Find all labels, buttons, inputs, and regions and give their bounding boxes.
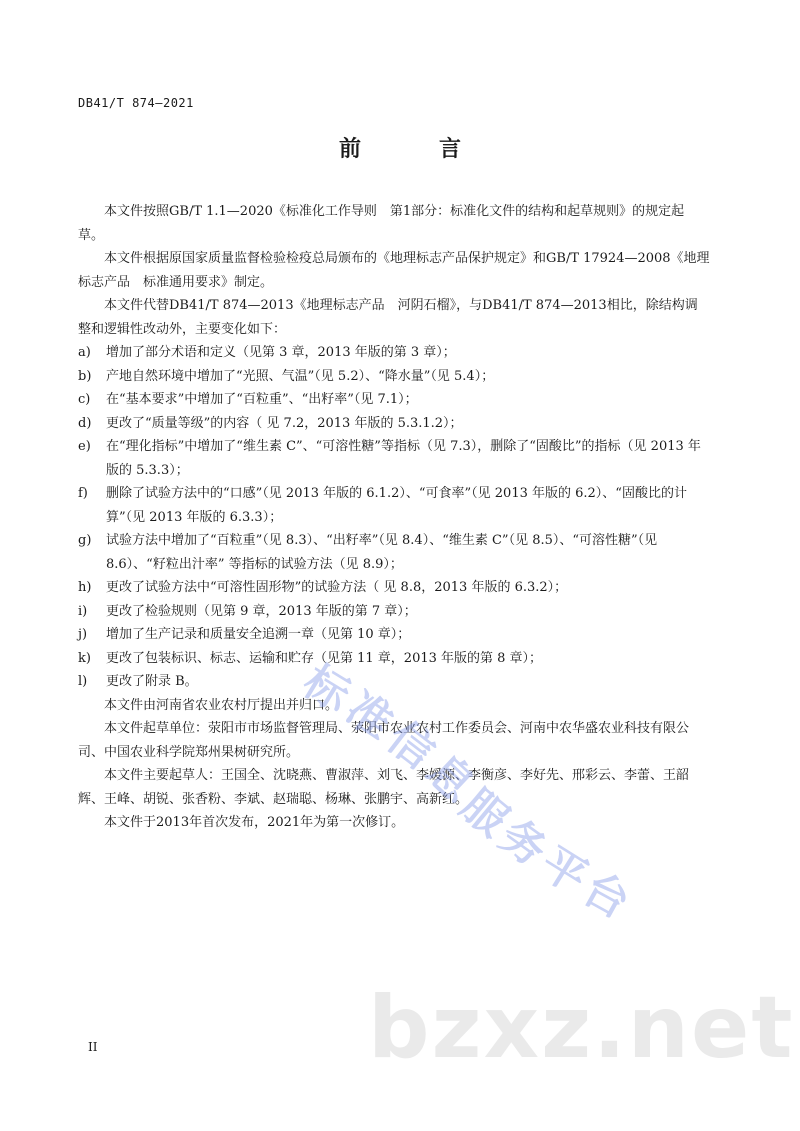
list-item [78,435,710,482]
list-item-label: b) [78,368,92,384]
list-item-label: k) [78,650,91,666]
paragraph-basis: 本文件根据原国家质量监督检验检疫总局颁布的《地理标志产品保护规定》和GB/T 17924—2008《地理标志产品 标准通用要求》制定。 [78,251,710,290]
list-item-text: 更改了附录 B。 [106,674,198,689]
list-item-text: 在“基本要求”中增加了“百粒重”、“出籽率”（见 7.1）； [106,392,418,407]
list-item-label: l) [78,674,88,689]
list-item-label: d) [78,415,92,431]
list-item [78,365,710,389]
standard-number: DB41/T 874—2021 [78,96,194,110]
list-item-text: 增加了部分术语和定义（见第 3 章，2013 年版的第 3 章）； [106,345,456,360]
list-item-label: h) [78,580,92,595]
list-item [78,600,710,624]
watermark-text: 标准信息服务平台 [294,655,644,932]
list-item [78,576,710,600]
list-item-text: 增加了生产记录和质量安全追溯一章（见第 10 章）； [106,627,411,642]
list-item-text: 产地自然环境中增加了“光照、气温”（见 5.2）、“降水量”（见 5.4）； [106,368,495,384]
changes-list [78,341,710,694]
list-item-text: 更改了“质量等级”的内容（ 见 7.2，2013 年版的 5.3.1.2）； [106,415,463,431]
list-item-text: 更改了检验规则（见第 9 章，2013 年版的第 7 章）； [106,603,417,619]
list-item-label: j) [78,627,88,642]
list-item [78,341,710,365]
list-item [78,623,710,647]
list-item-label: e) [78,439,91,454]
paragraph-drafting-rules: 本文件按照GB/T 1.1—2020《标准化工作导则 第1部分：标准化文件的结构和起草规则》的规定起草。 [78,204,685,243]
list-item-text: 更改了试验方法中“可溶性固形物”的试验方法（ 见 8.8，2013 年版的 6.3.2）； [106,580,568,595]
list-item-label: f) [78,486,88,501]
watermark-site: bzxz.net [368,978,795,1078]
list-item [78,482,710,529]
list-item-text: 更改了包装标识、标志、运输和贮存（见第 11 章，2013 年版的第 8 章）； [106,650,543,666]
list-item-label: i) [78,603,88,619]
list-item-label: g) [78,533,92,548]
page-number: II [88,1040,98,1054]
list-item [78,388,710,412]
list-item-label: c) [78,392,91,407]
paragraph-replacement: 本文件代替DB41/T 874—2013《地理标志产品 河阴石榴》，与DB41/T 874—2013相比，除结构调整和逻辑性改动外，主要变化如下： [78,298,698,337]
paragraph-drafters: 本文件主要起草人：王国全、沈晓燕、曹淑萍、刘飞、李媛源、李衡彦、李好先、邢彩云、李蕾、王韶辉、王峰、胡锐、张香粉、李斌、赵瑞聪、杨琳、张鹏宇、高新红。 [78,768,690,807]
foreword-body [78,200,710,835]
paragraph-drafting-units: 本文件起草单位：荥阳市市场监督管理局、荥阳市农业农村工作委员会、河南中农华盛农业科技有限公司、中国农业科学院郑州果树研究所。 [78,721,690,760]
list-item [78,529,710,576]
page-title: 前 言 [338,137,489,162]
list-item-text: 删除了试验方法中的“口感”（见 2013 年版的 6.1.2）、“可食率”（见 2013 年版的 6.2）、“固酸比的计算”（见 2013 年版的 6.3.3）； [106,486,687,525]
list-item-text: 试验方法中增加了“百粒重”（见 8.3）、“出籽率”（见 8.4）、“维生素 C”（见 8.5）、“可溶性糖”（见 8.6）、“籽粒出汁率” 等指标的试验方法（见 8.9）； [106,533,658,572]
paragraph-history: 本文件于2013年首次发布，2021年为第一次修订。 [104,815,405,830]
list-item [78,412,710,436]
list-item-label: a) [78,345,91,360]
list-item [78,647,710,671]
list-item [78,670,710,694]
list-item-text: 在“理化指标”中增加了“维生素 C”、“可溶性糖”等指标（见 7.3），删除了“固酸比”的指标（见 2013 年版的 5.3.3）； [106,439,701,478]
paragraph-proposer: 本文件由河南省农业农村厅提出并归口。 [104,697,339,713]
